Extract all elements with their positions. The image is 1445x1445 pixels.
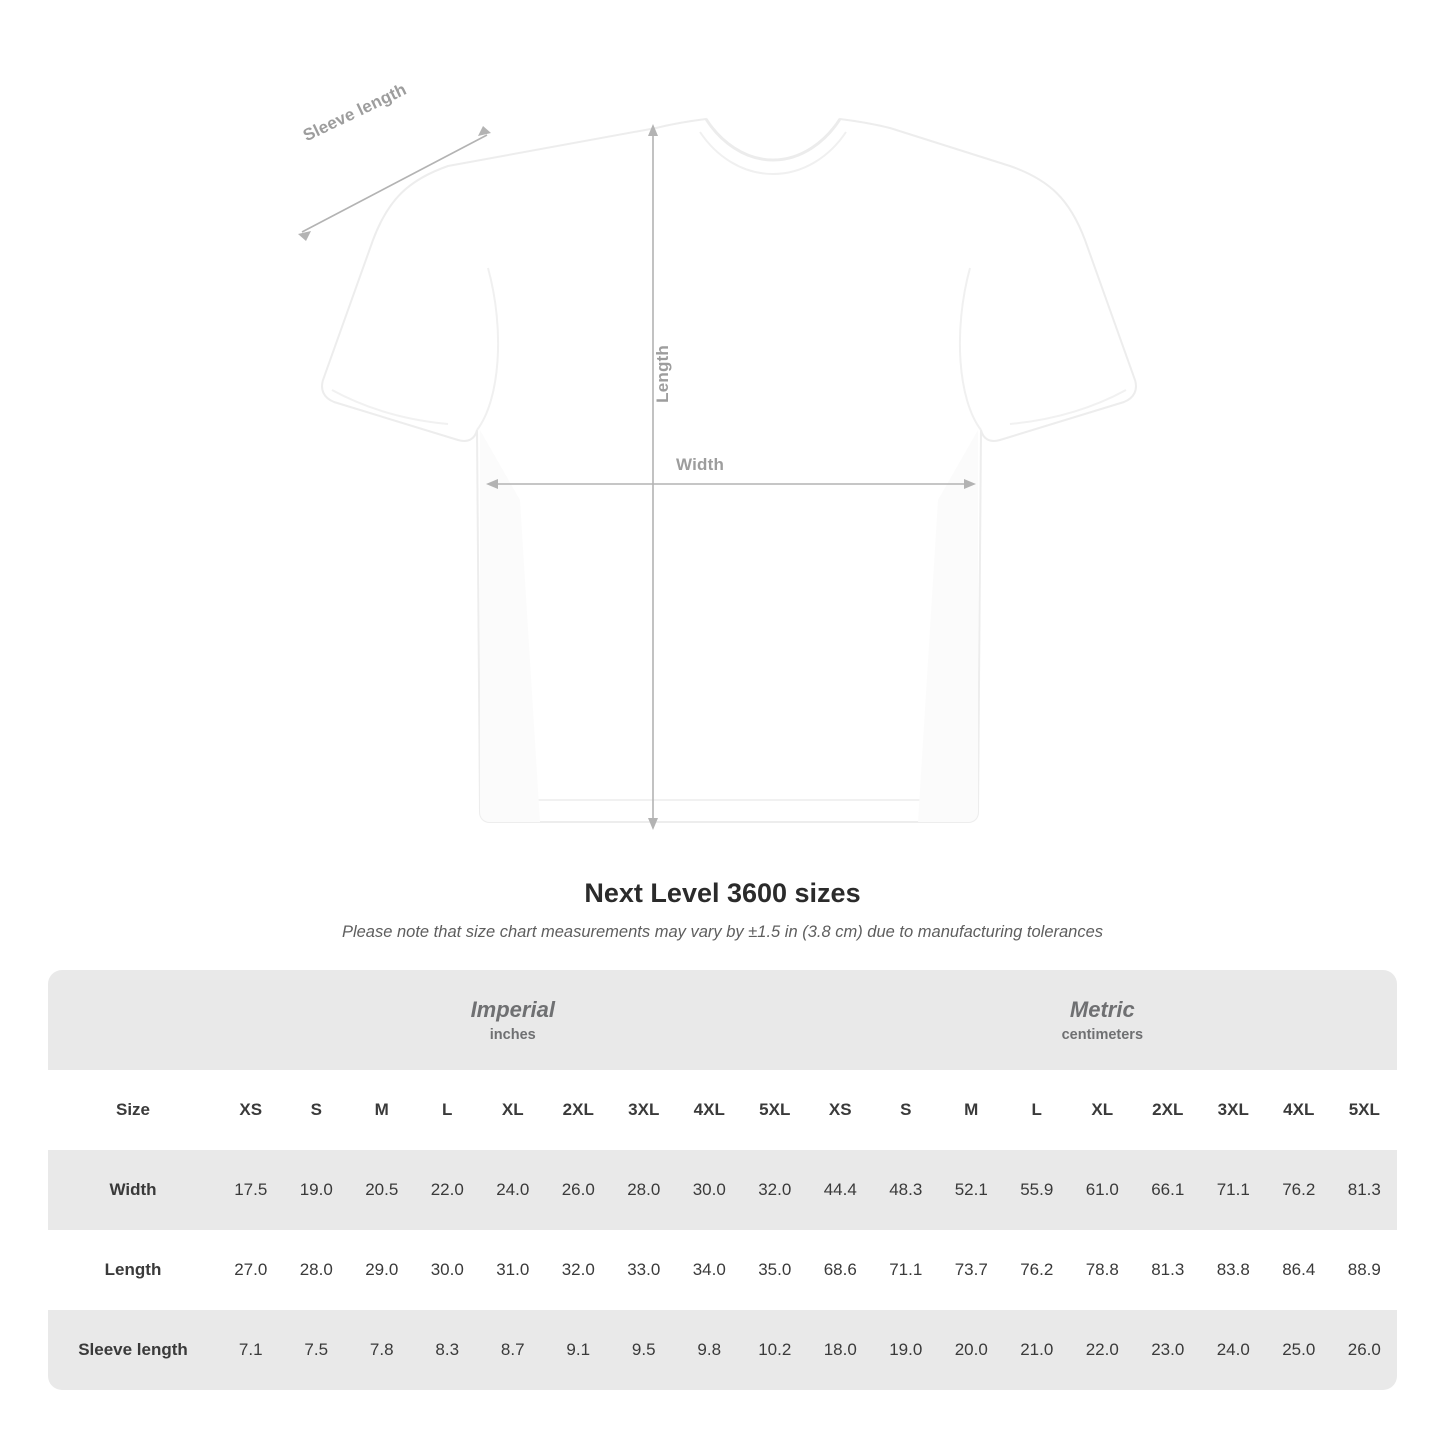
cell-width-imperial-l: 22.0 [415,1150,481,1230]
table-row [48,1150,1397,1230]
cell-width-imperial-s: 19.0 [284,1150,350,1230]
imperial-sub: inches [489,1027,536,1044]
size-header-metric-s: S [873,1070,939,1150]
cell-length-imperial-xs: 27.0 [218,1230,284,1310]
size-header-metric-xl: XL [1070,1070,1136,1150]
cell-sleeve-imperial-3xl: 9.5 [611,1310,677,1390]
size-header-metric-xs: XS [808,1070,874,1150]
length-label: Length [653,345,672,403]
cell-sleeve-imperial-m: 7.8 [349,1310,415,1390]
cell-width-imperial-m: 20.5 [349,1150,415,1230]
cell-sleeve-imperial-5xl: 10.2 [742,1310,808,1390]
cell-width-imperial-3xl: 28.0 [611,1150,677,1230]
tolerance-note: Please note that size chart measurements may vary by ±1.5 in (3.8 cm) due to manufacturing tolerances [341,923,1104,941]
cell-length-imperial-3xl: 33.0 [611,1230,677,1310]
cell-width-imperial-xl: 24.0 [480,1150,546,1230]
page-title: Next Level 3600 sizes [584,878,861,908]
table-row [48,1230,1397,1310]
cell-sleeve-imperial-xl: 8.7 [480,1310,546,1390]
cell-width-metric-4xl: 76.2 [1266,1150,1332,1230]
cell-width-imperial-5xl: 32.0 [742,1150,808,1230]
cell-sleeve-metric-4xl: 25.0 [1266,1310,1332,1390]
cell-sleeve-metric-5xl: 26.0 [1332,1310,1398,1390]
size-header-imperial-s: S [284,1070,350,1150]
cell-length-imperial-4xl: 34.0 [677,1230,743,1310]
size-header-imperial-l: L [415,1070,481,1150]
cell-length-imperial-l: 30.0 [415,1230,481,1310]
cell-width-metric-l: 55.9 [1004,1150,1070,1230]
size-header-metric-l: L [1004,1070,1070,1150]
cell-length-imperial-2xl: 32.0 [546,1230,612,1310]
width-label: Width [676,455,725,474]
tshirt-shape [322,119,1136,822]
cell-width-imperial-xs: 17.5 [218,1150,284,1230]
cell-sleeve-metric-2xl: 23.0 [1135,1310,1201,1390]
row-label-width: Width [48,1150,218,1230]
unit-header-empty [48,970,218,1070]
size-header-imperial-3xl: 3XL [611,1070,677,1150]
cell-sleeve-metric-s: 19.0 [873,1310,939,1390]
cell-width-metric-s: 48.3 [873,1150,939,1230]
row-label-sleeve-length: Sleeve length [48,1310,218,1390]
row-label-length: Length [48,1230,218,1310]
cell-length-imperial-m: 29.0 [349,1230,415,1310]
cell-width-metric-2xl: 66.1 [1135,1150,1201,1230]
cell-length-metric-5xl: 88.9 [1332,1230,1398,1310]
cell-sleeve-imperial-2xl: 9.1 [546,1310,612,1390]
cell-length-metric-xs: 68.6 [808,1230,874,1310]
cell-length-imperial-5xl: 35.0 [742,1230,808,1310]
size-header-metric-4xl: 4XL [1266,1070,1332,1150]
size-table-wrap [48,970,1397,1390]
size-header-metric-m: M [939,1070,1005,1150]
cell-length-metric-xl: 78.8 [1070,1230,1136,1310]
cell-sleeve-imperial-xs: 7.1 [218,1310,284,1390]
cell-width-metric-m: 52.1 [939,1150,1005,1230]
cell-width-metric-xl: 61.0 [1070,1150,1136,1230]
cell-width-imperial-2xl: 26.0 [546,1150,612,1230]
cell-length-imperial-s: 28.0 [284,1230,350,1310]
imperial-name: Imperial [470,996,555,1022]
cell-width-metric-xs: 44.4 [808,1150,874,1230]
cell-sleeve-metric-xl: 22.0 [1070,1310,1136,1390]
cell-width-metric-3xl: 71.1 [1201,1150,1267,1230]
size-header-metric-5xl: 5XL [1332,1070,1398,1150]
cell-sleeve-metric-m: 20.0 [939,1310,1005,1390]
size-header-imperial-xs: XS [218,1070,284,1150]
cell-width-imperial-4xl: 30.0 [677,1150,743,1230]
unit-header-row [48,970,1397,1070]
cell-length-metric-3xl: 83.8 [1201,1230,1267,1310]
cell-sleeve-imperial-s: 7.5 [284,1310,350,1390]
size-header-imperial-4xl: 4XL [677,1070,743,1150]
cell-sleeve-imperial-4xl: 9.8 [677,1310,743,1390]
size-table [48,970,1397,1390]
unit-header-metric [808,970,1398,1070]
size-header-imperial-xl: XL [480,1070,546,1150]
size-header-imperial-m: M [349,1070,415,1150]
cell-length-metric-m: 73.7 [939,1230,1005,1310]
cell-length-metric-s: 71.1 [873,1230,939,1310]
cell-width-metric-5xl: 81.3 [1332,1150,1398,1230]
unit-header-imperial [218,970,808,1070]
cell-sleeve-metric-3xl: 24.0 [1201,1310,1267,1390]
size-header-metric-3xl: 3XL [1201,1070,1267,1150]
size-header-imperial-2xl: 2XL [546,1070,612,1150]
metric-name: Metric [1069,996,1135,1022]
cell-length-metric-4xl: 86.4 [1266,1230,1332,1310]
size-header-row [48,1070,1397,1150]
cell-sleeve-imperial-l: 8.3 [415,1310,481,1390]
cell-sleeve-metric-l: 21.0 [1004,1310,1070,1390]
size-label: Size [48,1070,218,1150]
cell-length-imperial-xl: 31.0 [480,1230,546,1310]
cell-length-metric-2xl: 81.3 [1135,1230,1201,1310]
cell-length-metric-l: 76.2 [1004,1230,1070,1310]
sleeve-length-label: Sleeve length [300,79,410,146]
title-block [0,878,1445,942]
metric-sub: centimeters [1061,1027,1144,1044]
cell-sleeve-metric-xs: 18.0 [808,1310,874,1390]
table-row [48,1310,1397,1390]
size-header-metric-2xl: 2XL [1135,1070,1201,1150]
size-header-imperial-5xl: 5XL [742,1070,808,1150]
